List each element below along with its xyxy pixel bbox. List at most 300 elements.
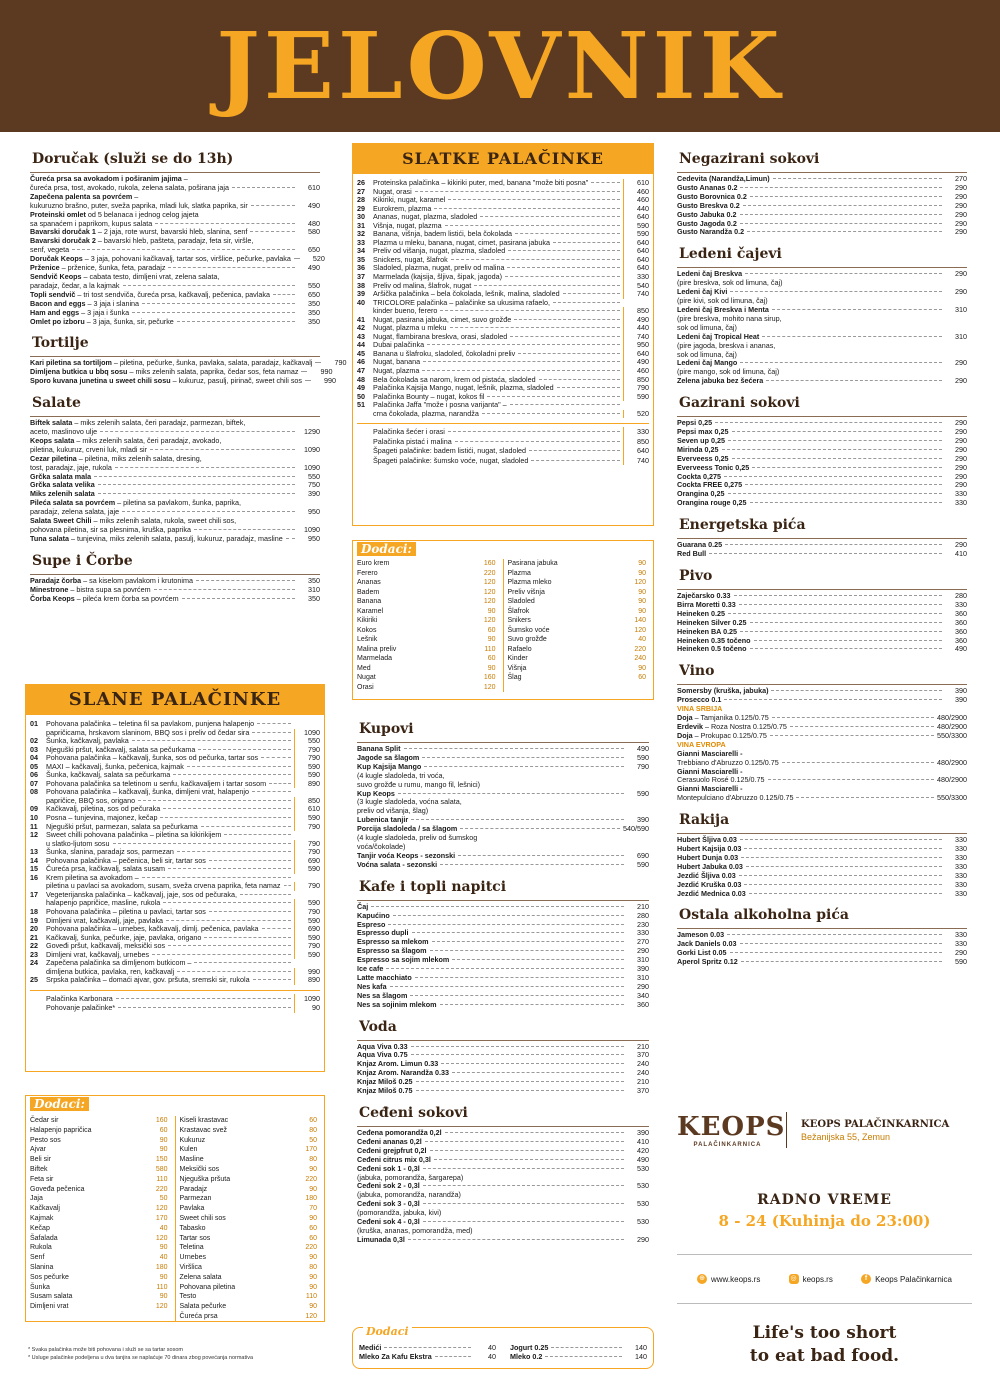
item-price: 330 (955, 498, 967, 508)
item-name (677, 890, 746, 899)
item-price: 520 (623, 410, 649, 419)
leader-dots (422, 757, 624, 758)
item-price: 490 (623, 316, 649, 325)
addon-name: Biftek (30, 1165, 48, 1173)
leader-dots (98, 484, 295, 485)
leader-dots (434, 208, 620, 209)
item-name-text: Bavarski doručak 1 (30, 227, 96, 237)
addon-name: Šlag (507, 674, 522, 681)
item-name-text: Zapečena palenta sa povrćem (30, 191, 133, 201)
middle-column (357, 720, 649, 1245)
addon-item (30, 1273, 171, 1283)
item-price: 640 (623, 264, 649, 273)
item-price: 240 (637, 1068, 649, 1078)
item-number: 37 (357, 272, 365, 282)
item-price: 850 (623, 376, 649, 385)
addon-price: 40 (159, 1224, 168, 1232)
item-price: 540 (623, 282, 649, 291)
item-price: 330 (637, 928, 649, 938)
addon-item (180, 1214, 321, 1224)
leader-dots (427, 344, 620, 345)
item-description: Pohovana palačinka – pečenica, beli sir, tartar sos (46, 855, 206, 865)
addon-item (30, 1292, 171, 1302)
addon-item (30, 1224, 171, 1234)
leader-dots (440, 1004, 625, 1005)
item-price: 490 (308, 263, 320, 273)
leader-dots (790, 726, 934, 727)
addon-price: 180 (305, 1195, 317, 1203)
addon-name: Kulen (179, 1146, 198, 1154)
addon-item (180, 1234, 321, 1244)
item-name-text: Doja (677, 730, 693, 740)
section-divider (677, 928, 967, 929)
leader-dots (132, 740, 291, 741)
leader-dots (423, 1168, 624, 1169)
item-price: 460 (623, 367, 649, 376)
item-name-text: Ledeni čaj Kivi (677, 287, 728, 297)
addon-price: 90 (638, 607, 646, 615)
leader-dots (740, 187, 942, 188)
item-description: Nugat, plazma (373, 366, 420, 376)
item-description: Ananas, nugat, plazma, sladoled (373, 212, 478, 222)
item-name-text: Omlet po izboru (30, 316, 85, 326)
section-title: Gazirani sokovi (679, 395, 800, 412)
addon-price: 150 (155, 1156, 168, 1164)
addon-item (359, 1353, 496, 1362)
item-name-text: Miks zelenih salata (30, 489, 95, 499)
addon-name-text: Mleko Za Kafu Ekstra (359, 1351, 432, 1361)
hours-value: 8 - 24 (Kuhinja do 23:00) (718, 1212, 931, 1230)
item-description: (3 kugle sladoleda, voćna salata, (357, 797, 462, 807)
addon-item (180, 1126, 321, 1136)
item-description: Marmelada (kajsija, šljiva, šipak, jagoda) (373, 272, 503, 282)
item-price: 330 (955, 852, 967, 862)
item-number: 45 (357, 348, 365, 358)
item-name-text: Orangina 0,25 (677, 489, 725, 499)
addon-price: 40 (488, 1351, 496, 1361)
item-price: 1290 (304, 427, 320, 437)
addon-item (180, 1136, 321, 1146)
section-voda (357, 1018, 649, 1096)
leader-dots (782, 762, 934, 763)
addon-item (357, 635, 499, 645)
leader-dots (448, 199, 620, 200)
menu-item (357, 903, 649, 912)
item-price: 790 (294, 908, 320, 917)
extra-item (30, 1003, 320, 1013)
item-price: 530 (637, 1199, 649, 1209)
slogan-line-2: to eat bad food. (749, 1346, 900, 1366)
item-description: – kukuruz, pasulj, pirinač, sweet chili sos (170, 376, 303, 386)
leader-dots (294, 258, 300, 259)
addon-name-text: Mleko 0.2 (510, 1351, 543, 1361)
menu-title: JELOVNIK (216, 12, 784, 120)
menu-item (677, 890, 967, 899)
item-price: 590 (637, 752, 649, 762)
item-price: 890 (294, 780, 320, 789)
addon-name: Sladoled (507, 598, 535, 605)
item-name (30, 377, 302, 386)
addon-price: 120 (155, 1234, 168, 1242)
leader-dots (142, 877, 291, 878)
section-title: Ledeni čajevi (679, 246, 782, 263)
section-title: Kafe i topli napitci (359, 878, 507, 895)
item-description: Nugat, banana (373, 357, 421, 367)
item-description: – tunjevina, miks zelenih salata, pasulj, kukuruz, paradajz, masline (69, 533, 283, 543)
item-price: 310 (637, 972, 649, 982)
leader-dots (177, 971, 291, 972)
item-name-text: Orangina rouge 0,25 (677, 498, 747, 508)
item-description: sok od limuna, čaj) (677, 349, 737, 359)
menu-item (677, 794, 967, 803)
leader-dots (430, 1150, 625, 1151)
addon-price: 80 (309, 1156, 317, 1164)
item-price: 350 (308, 307, 320, 317)
addon-item (357, 569, 499, 579)
addon-name: Meksički sos (179, 1165, 220, 1173)
item-name-text: Heineken 0.5 točeno (677, 644, 747, 654)
leader-dots (728, 493, 942, 494)
item-description: (jabuka, pomorandža, narandža) (357, 1190, 461, 1200)
leader-dots (727, 934, 942, 935)
leader-dots (452, 959, 624, 960)
item-number: 39 (357, 289, 365, 299)
addon-name-text: Medići (359, 1343, 382, 1352)
item-number: 22 (30, 941, 38, 951)
item-price: 790 (294, 882, 320, 891)
item-name (30, 595, 179, 604)
item-description: Plazma u mleku, banana, nugat, cimet, pasirana jabuka (373, 237, 550, 247)
item-price: 530 (637, 1181, 649, 1191)
item-name-text: Ham and eggs (30, 307, 80, 317)
leader-dots (204, 937, 291, 938)
leader-dots (384, 1347, 471, 1348)
item-description: Palačinka šećer i orasi (373, 427, 445, 437)
menu-item (30, 376, 337, 386)
addon-price: 60 (487, 626, 496, 634)
addon-price: 120 (305, 1312, 317, 1320)
addon-name: Kikiriki (357, 617, 378, 624)
item-name-text: Knjaz Miloš 0.75 (357, 1086, 413, 1096)
addon-item (180, 1312, 321, 1322)
item-name-text: Somersby (kruška, jabuka) (677, 686, 769, 696)
section-tortilje (30, 334, 347, 386)
item-number: 20 (30, 924, 38, 934)
addon-item (357, 664, 499, 674)
leader-dots (724, 699, 942, 700)
leader-dots (510, 336, 620, 337)
item-price: 90 (294, 1003, 320, 1013)
item-name-text: Lubenica tanjir (357, 815, 409, 825)
addon-item (508, 588, 650, 598)
addon-price: 580 (155, 1165, 168, 1173)
menu-item (30, 595, 320, 604)
item-name-text: Latte macchiato (357, 972, 412, 982)
item-number: 32 (357, 229, 365, 239)
leader-dots (132, 312, 295, 313)
leader-dots (262, 928, 291, 929)
item-number: 15 (30, 864, 38, 874)
leader-dots (404, 748, 624, 749)
item-name-text: Seven up 0,25 (677, 435, 725, 445)
item-price: 990 (320, 367, 333, 377)
item-price: 1090 (294, 729, 320, 738)
leader-dots (440, 310, 620, 311)
item-price: 290 (955, 540, 967, 550)
item-name-text: Gianni Masciarelli - (677, 748, 743, 758)
addon-name: Suvo grožđe (507, 636, 547, 643)
addon-price: 120 (634, 626, 646, 634)
item-name-text: Jagode sa šlagom (357, 752, 420, 762)
item-number: 12 (30, 830, 38, 840)
slane-list (26, 715, 324, 1013)
item-name-text: Gusto Ananas 0.2 (677, 182, 738, 192)
menu-item (357, 974, 649, 983)
addon-name: Ferero (357, 569, 378, 577)
item-price: 520 (312, 254, 325, 264)
addon-price: 90 (159, 1146, 168, 1154)
leader-dots (411, 1046, 624, 1047)
menu-item (357, 1087, 649, 1096)
menu-item (677, 958, 967, 967)
leader-dots (796, 797, 934, 798)
leader-dots (301, 371, 307, 372)
item-price: 310 (308, 584, 320, 594)
item-number: 44 (357, 340, 365, 350)
addon-item (357, 607, 499, 617)
leader-dots (773, 178, 942, 179)
item-name (677, 377, 763, 386)
leader-dots (725, 544, 942, 545)
item-number: 31 (357, 220, 365, 230)
leader-dots (750, 502, 943, 503)
item-price: 290 (955, 191, 967, 201)
addon-name: Rafaelo (507, 645, 532, 653)
addon-name: Šlafrok (507, 607, 530, 615)
item-description: Bela čokolada sa narom, krem od pistaća, sladoled (373, 374, 536, 384)
item-price: 330 (955, 835, 967, 845)
footnote: * Svaka palačinka može biti pohovana i služi se sa tartar sosom (28, 1347, 183, 1353)
slatke-list (353, 174, 653, 465)
item-price: 590 (294, 899, 320, 908)
item-number: 42 (357, 323, 365, 333)
leader-dots (416, 1090, 624, 1091)
section-ledeni (677, 245, 967, 386)
item-name (677, 645, 747, 654)
leader-dots (424, 766, 624, 767)
section-title: Energetska pića (679, 517, 806, 534)
section-title: Ostala alkoholna pića (679, 907, 849, 924)
leader-dots (545, 1356, 622, 1357)
section-divider (30, 574, 320, 575)
item-price: 480/2900 (937, 775, 967, 785)
addon-price: 90 (309, 1185, 317, 1193)
leader-dots (194, 962, 291, 963)
addon-name: Feta sir (30, 1175, 54, 1183)
item-name-text: Aqua Viva 0.33 (357, 1041, 408, 1051)
item-price: 420 (637, 1145, 649, 1155)
item-price: 690 (637, 850, 649, 860)
item-name-text: Zelena jabuka bez šećera (677, 376, 764, 386)
leader-dots (253, 979, 291, 980)
addon-item (357, 654, 499, 664)
item-name-text: Limunada 0,3l (357, 1234, 405, 1244)
leader-dots (422, 370, 620, 371)
addon-item (30, 1136, 171, 1146)
item-price: 640 (623, 446, 649, 456)
hours-block (677, 1192, 972, 1230)
addon-name: Banana (357, 598, 382, 605)
leader-dots (113, 843, 291, 844)
item-name-text: Jezdić Mednica 0.03 (677, 888, 746, 898)
addon-price: 220 (155, 1185, 168, 1193)
addon-item (180, 1273, 321, 1283)
website-link[interactable]: ⊕ www.keops.rs (697, 1274, 760, 1284)
leader-dots (415, 191, 620, 192)
list-separator (357, 423, 649, 424)
item-name-text: Gusto Narandža 0.2 (677, 227, 745, 237)
item-name-text: Sendvič Keops (30, 271, 82, 281)
item-price: 640 (623, 247, 649, 256)
addon-item (30, 1116, 171, 1126)
item-name-text: Espreso (357, 919, 386, 929)
item-price: 790 (294, 848, 320, 857)
leader-dots (160, 817, 291, 818)
addon-name: Ajvar (30, 1146, 46, 1154)
section-negazirani (677, 150, 967, 237)
menu-item (677, 541, 967, 550)
item-name-text: Pepsi 0,25 (677, 418, 713, 428)
leader-dots (423, 1221, 624, 1222)
addon-name: Šunka (30, 1283, 50, 1291)
item-description: Špageti palačinke: šumsko voće, nugat, sladoled (373, 455, 529, 465)
item-description: Zapečena palačinka sa dimljenom butkicom – (46, 958, 192, 968)
addon-name: Urnebes (179, 1254, 206, 1262)
item-number: 18 (30, 907, 38, 917)
item-price: 950 (308, 533, 320, 543)
addon-price: 50 (159, 1195, 168, 1203)
addon-price: 90 (638, 560, 646, 567)
leader-dots (539, 379, 620, 380)
item-description: Pohovana palačinka – teletina fil sa pavlakom, punjena halapenjo (46, 719, 255, 728)
item-price: 1090 (304, 525, 320, 534)
leader-dots (250, 231, 295, 232)
leader-dots (739, 875, 942, 876)
item-price: 640 (623, 256, 649, 265)
item-number: 29 (357, 203, 365, 213)
addon-item (357, 673, 499, 683)
item-description: Njeguški pršut, kačkavalj, salata sa pečurkama (46, 744, 196, 754)
facebook-link[interactable]: f Keops Palačinkarnica (861, 1274, 952, 1284)
leader-dots (445, 1132, 624, 1133)
item-description: – miks zelenih salata, čeri paradajz, avokado, (74, 435, 222, 445)
item-description: Sweet chilli pohovana palačinka – piletina sa kikirikijem (46, 830, 222, 840)
leader-dots (768, 779, 935, 780)
addon-price: 90 (638, 664, 646, 672)
item-description: Proteinska palačinka – kikiriki puter, med, banana "može biti posna" (373, 178, 589, 187)
item-description: paradajz, zelena salata, jaje (30, 507, 120, 517)
addon-name: Tabasko (179, 1224, 206, 1232)
leader-dots (770, 735, 934, 736)
item-description: u slatko-ljutom sosu (46, 838, 110, 848)
addon-item (180, 1292, 321, 1302)
leader-dots (441, 1063, 624, 1064)
leader-dots (518, 353, 620, 354)
item-description: – tri tost sendviča, čureća prsa, kačkavalj, pečenica, pavlaka (75, 289, 270, 299)
item-description: (4 kugle sladoleda, preliv od šumskog (357, 833, 478, 843)
section-title: Doručak (služi se do 13h) (32, 151, 234, 167)
addon-price: 90 (487, 636, 496, 643)
item-name-text: Ledeni čaj Breskva i Menta (677, 304, 769, 314)
item-name-text: Red Bull (677, 549, 707, 559)
leader-dots (515, 233, 620, 234)
leader-dots (452, 1072, 624, 1073)
dodaci-pice-title: Dodaci (363, 1325, 412, 1338)
leader-dots (123, 285, 296, 286)
item-price: 550 (294, 737, 320, 746)
section-rakija (677, 811, 967, 898)
item-number: 36 (357, 263, 365, 273)
item-name-text: Keops salata (30, 435, 75, 445)
leader-dots (772, 309, 942, 310)
item-price: 290 (637, 946, 649, 956)
item-name-text: Doručak Keops (30, 254, 83, 264)
leader-dots (740, 839, 942, 840)
item-price: 490 (623, 358, 649, 367)
leader-dots (740, 223, 942, 224)
leader-dots (591, 182, 620, 183)
item-price: 590 (294, 814, 320, 823)
leader-dots (732, 458, 942, 459)
addon-name: Paradajz (179, 1185, 208, 1193)
item-description: – 3 jaja, šunka, sir, pečurke (84, 316, 174, 326)
item-name-text: Cockta 0,275 (677, 471, 721, 481)
leader-dots (150, 449, 295, 450)
item-number: 25 (30, 975, 38, 985)
addon-price: 120 (155, 1303, 168, 1311)
leader-dots (155, 223, 295, 224)
item-description: halapenjo papričice, masline, rukola (46, 898, 161, 908)
logo-text: KEOPS (677, 1112, 786, 1142)
item-name-text: Ledeni čaj Mango (677, 358, 738, 368)
item-number: 27 (357, 186, 365, 196)
leader-dots (286, 538, 295, 539)
addon-name: Nugat (357, 674, 376, 681)
leader-dots (728, 613, 942, 614)
item-name-text: Kapućino (357, 910, 390, 920)
leader-dots (173, 774, 291, 775)
addon-name: Kačkavalj (30, 1205, 60, 1213)
item-description: (kruška, ananas, pomorandža, med) (357, 1225, 473, 1235)
addon-item (30, 1194, 171, 1204)
extra-item (30, 994, 320, 1004)
item-price: 490 (955, 644, 967, 654)
addon-item (180, 1185, 321, 1195)
leader-dots (386, 968, 624, 969)
leader-dots (163, 902, 291, 903)
leader-dots (744, 884, 942, 885)
item-name-text: Cezar piletina (30, 453, 77, 463)
item-price: 310 (955, 304, 967, 314)
item-price: 640 (623, 239, 649, 248)
item-name-text: Espresso sa mlekom (357, 937, 429, 947)
item-price: 290 (955, 209, 967, 219)
addon-item (180, 1263, 321, 1273)
leader-dots (209, 911, 291, 912)
item-price: 460 (623, 188, 649, 197)
menu-item (677, 377, 967, 386)
instagram-link[interactable]: ◎ keops.rs (790, 1274, 833, 1284)
